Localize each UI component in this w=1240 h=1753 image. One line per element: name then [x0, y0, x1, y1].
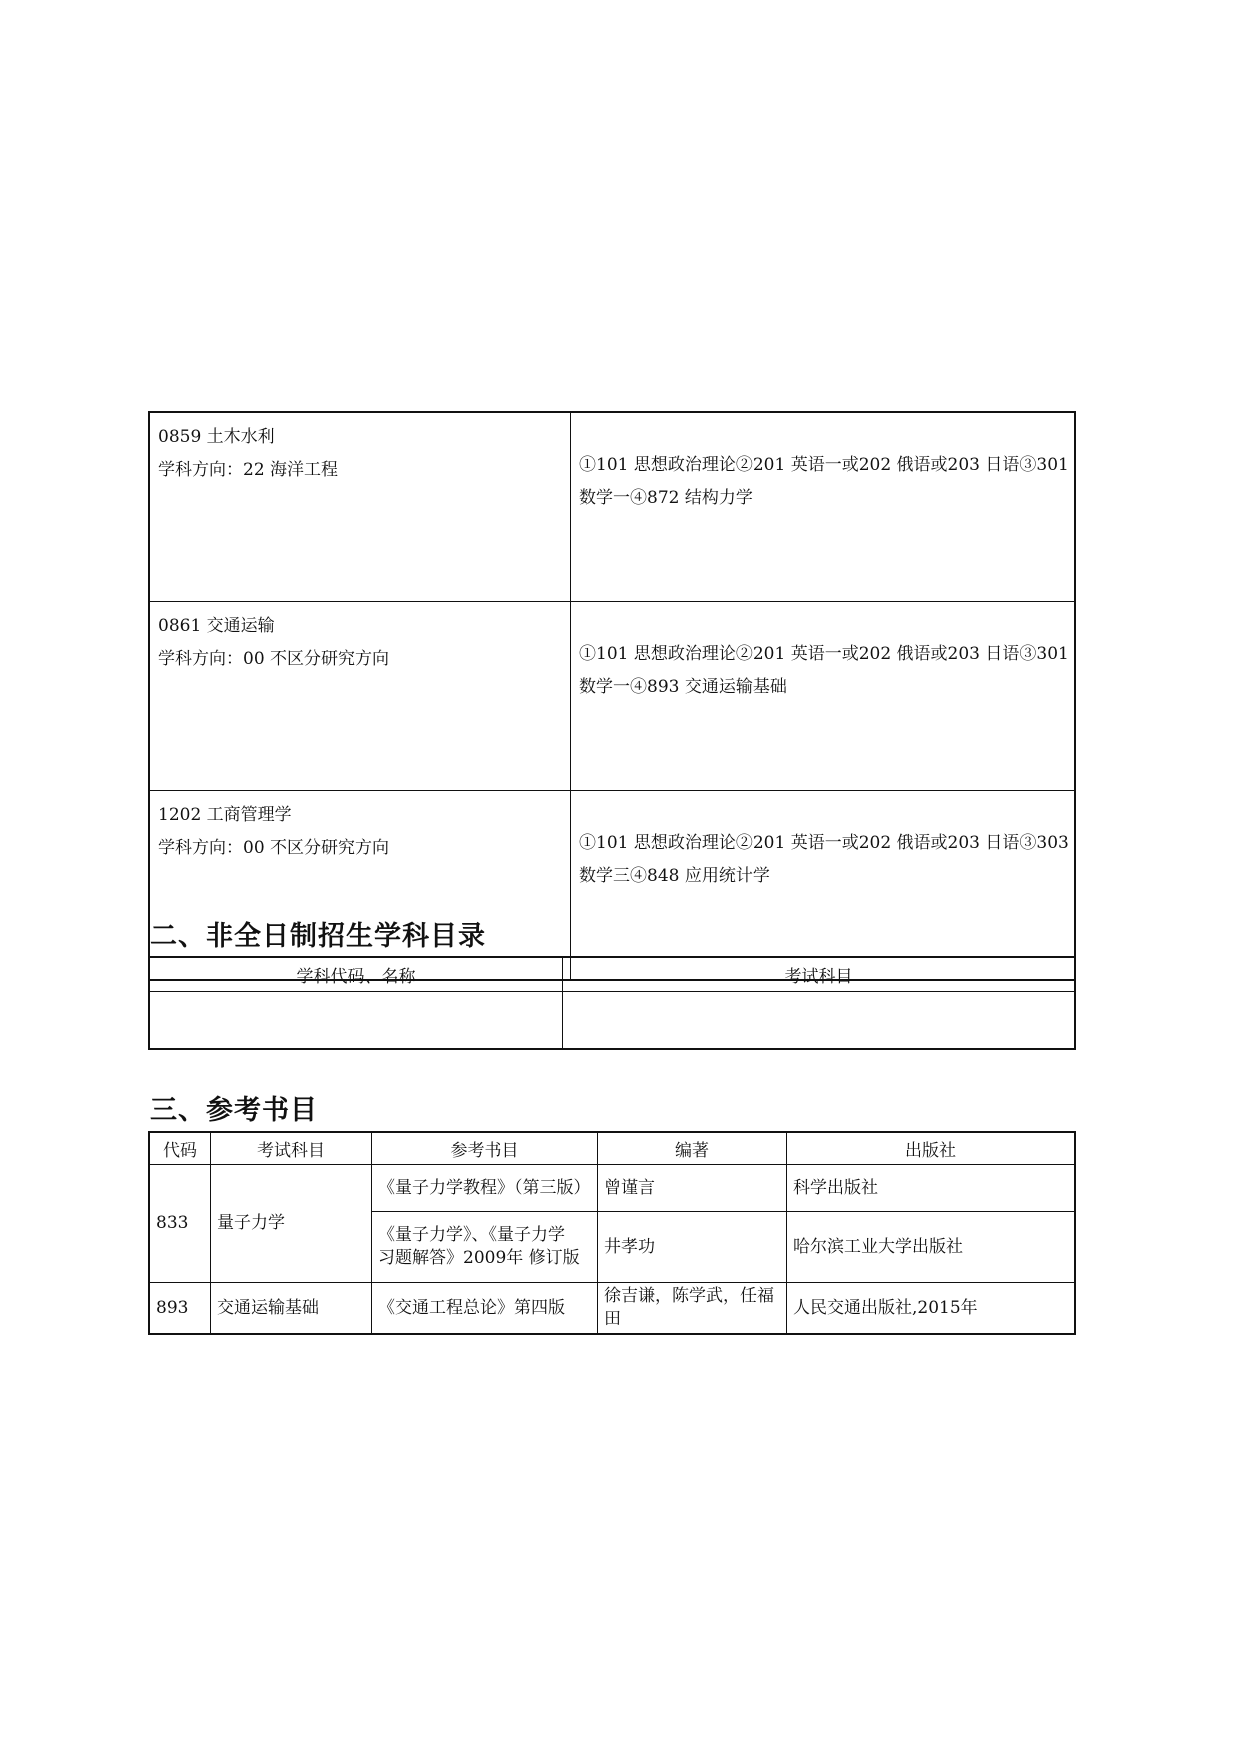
subject-direction: 学科方向：00 不区分研究方向 [158, 649, 390, 669]
author-line: 徐吉谦，陈学武，任福 [604, 1286, 774, 1306]
subject-cell: 量子力学 [211, 1165, 372, 1283]
author-cell [598, 1283, 787, 1335]
book-cell: 《量子力学教程》（第三版） [372, 1165, 598, 1212]
exam-cell [571, 412, 1076, 602]
publisher-cell: 哈尔滨工业大学出版社 [787, 1212, 1076, 1283]
author-cell: 曾谨言 [598, 1165, 787, 1212]
column-header: 出版社 [787, 1132, 1076, 1165]
table-header-row [149, 957, 1075, 992]
code-cell: 893 [149, 1283, 211, 1335]
code-cell: 833 [149, 1165, 211, 1283]
table-row [149, 1165, 1075, 1212]
table-row [149, 412, 1075, 602]
subject-direction: 学科方向：00 不区分研究方向 [158, 838, 390, 858]
table-row [149, 1283, 1075, 1335]
subject-code-name: 0861 交通运输 [158, 616, 275, 636]
column-header: 考试科目 [563, 957, 1076, 992]
subject-cell [149, 412, 571, 602]
section-heading-parttime: 二、非全日制招生学科目录 [150, 921, 486, 952]
column-header: 学科代码、名称 [149, 957, 563, 992]
book-cell: 《交通工程总论》第四版 [372, 1283, 598, 1335]
column-header: 代码 [149, 1132, 211, 1165]
exam-subjects-line: 数学一④872 结构力学 [579, 488, 753, 508]
book-title-line: 《量子力学》、《量子力学 [378, 1225, 565, 1245]
book-cell [372, 1212, 598, 1283]
table-header-row [149, 1132, 1075, 1165]
column-header: 考试科目 [211, 1132, 372, 1165]
exam-subjects-line: 数学三④848 应用统计学 [579, 866, 770, 886]
author-cell: 井孝功 [598, 1212, 787, 1283]
exam-subjects-line: 数学一④893 交通运输基础 [579, 677, 787, 697]
parttime-program-table [148, 956, 1076, 1050]
subject-cell: 交通运输基础 [211, 1283, 372, 1335]
exam-cell [571, 602, 1076, 791]
exam-cell [571, 791, 1076, 981]
book-title-line: 习题解答》2009年 修订版 [378, 1248, 580, 1268]
author-line: 田 [604, 1309, 621, 1329]
publisher-cell: 科学出版社 [787, 1165, 1076, 1212]
column-header: 编著 [598, 1132, 787, 1165]
exam-subjects-line: ①101 思想政治理论②201 英语一或202 俄语或203 日语③303 [579, 833, 1069, 853]
subject-cell [149, 602, 571, 791]
subject-code-name: 1202 工商管理学 [158, 805, 292, 825]
exam-subjects-line: ①101 思想政治理论②201 英语一或202 俄语或203 日语③301 [579, 644, 1069, 664]
reference-books-table [148, 1131, 1076, 1335]
table-row [149, 602, 1075, 791]
publisher-cell: 人民交通出版社,2015年 [787, 1283, 1076, 1335]
section-heading-references: 三、参考书目 [150, 1095, 318, 1126]
subject-direction: 学科方向：22 海洋工程 [158, 460, 339, 480]
fulltime-program-table [148, 411, 1076, 981]
column-header: 参考书目 [372, 1132, 598, 1165]
empty-cell [563, 992, 1076, 1050]
table-row [149, 992, 1075, 1050]
exam-subjects-line: ①101 思想政治理论②201 英语一或202 俄语或203 日语③301 [579, 455, 1069, 475]
subject-code-name: 0859 土木水利 [158, 427, 275, 447]
empty-cell [149, 992, 563, 1050]
